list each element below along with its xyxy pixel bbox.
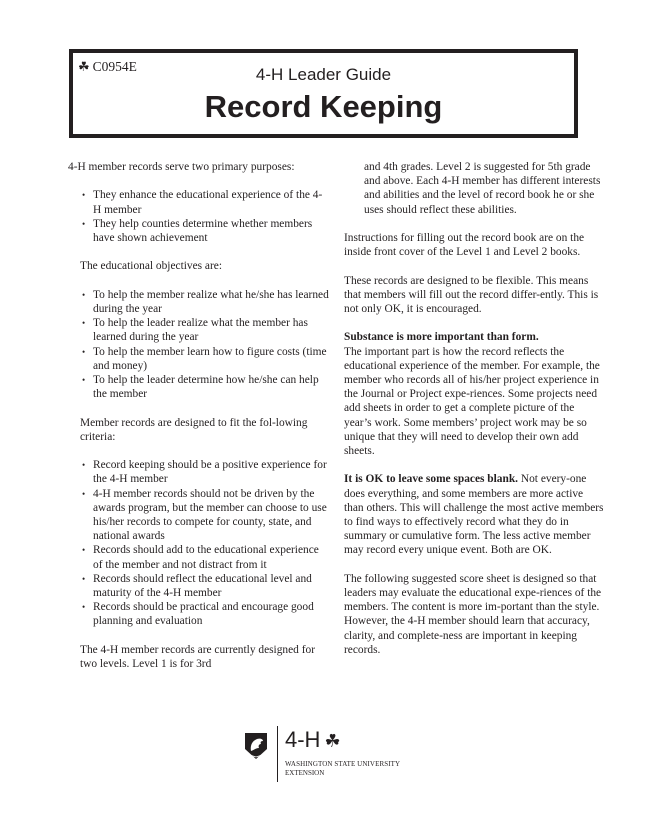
list-item: • 4-H member records should not be driven by the awards program, but the member can choose to use his/her records to compete for county, state, and national awards — [80, 487, 330, 544]
list-item: • To help the member learn how to figure costs (time and money) — [80, 345, 330, 373]
objectives-list — [80, 288, 330, 402]
brand-4h — [285, 728, 341, 753]
header-box — [69, 49, 578, 138]
criteria-intro: Member records are designed to fit the fol-lowing criteria: — [80, 416, 308, 443]
divider-line — [277, 726, 278, 782]
list-item: • Records should add to the educational experience of the member and not distract from it — [80, 543, 330, 571]
list-item: • To help the leader realize what the member has learned during the year — [80, 316, 330, 344]
substance-body: The important part is how the record reflects the educational experience of the member. For example, the member who records all of his/her project experience in the Journal or Project expe-riences. Some projects need add sheets in order to get a complete picture of the year’s work. Some members’ project work may be so unique that they will need to develop their own add sheets. — [344, 345, 600, 458]
blank-heading: It is OK to leave some spaces blank. — [344, 473, 519, 486]
list-item: • To help the leader determine how he/she can help the member — [80, 373, 330, 401]
purposes-list — [80, 188, 330, 245]
list-item: • Records should be practical and encourage good planning and evaluation — [80, 600, 330, 628]
4h-clover-icon: ☘ — [78, 59, 90, 74]
brand-text: 4-H — [285, 727, 321, 752]
substance-heading: Substance is more important than form. — [344, 331, 539, 344]
list-item: • To help the member realize what he/she has learned during the year — [80, 288, 330, 316]
left-column — [68, 160, 330, 685]
university-name: WASHINGTON STATE UNIVERSITY — [285, 760, 401, 768]
instructions-paragraph: Instructions for filling out the record book are on the inside front cover of the Level 1 and Level 2 books. — [344, 232, 585, 259]
extension-label: EXTENSION — [285, 769, 325, 777]
code-text: C0954E — [92, 59, 137, 74]
list-item: • Record keeping should be a positive experience for the 4-H member — [80, 458, 330, 486]
page-title: Record Keeping — [204, 89, 443, 124]
levels-paragraph: The 4-H member records are currently designed for two levels. Level 1 is for 3rd — [80, 643, 315, 671]
substance-paragraph — [344, 330, 604, 458]
criteria-list — [80, 458, 330, 628]
score-sheet-paragraph: The following suggested score sheet is designed so that leaders may evaluate the educational expe-riences of the members. The content is more im-portant than the style. However, the 4-H member should learn that accuracy, clarity, and complete-ness are important in keeping records. — [344, 572, 602, 656]
objectives-intro: The educational objectives are: — [80, 260, 222, 273]
intro-paragraph: 4-H member records serve two primary purposes: — [68, 161, 295, 173]
list-item: • They enhance the educational experience of the 4-H member — [80, 188, 330, 216]
footer-logo — [244, 726, 414, 784]
series-title: 4-H Leader Guide — [255, 65, 392, 84]
list-item: • They help counties determine whether members have shown achievement — [80, 217, 330, 245]
wsu-cougar-shield-icon — [244, 732, 268, 760]
blank-paragraph — [344, 472, 604, 557]
list-item: • Records should reflect the educational level and maturity of the 4-H member — [80, 572, 330, 600]
blank-body: Not every-one does everything, and some members are more active than others. This will challenge the most active members to find ways to effectively record what they do in summary or cumulative form. The less active member may record every unique event. Both are OK. — [344, 473, 604, 557]
flexible-paragraph: These records are designed to be flexible. This means that members will fill out the record differ-ently. This is not only OK, it is encouraged. — [344, 274, 599, 315]
right-column — [344, 160, 604, 671]
4h-clover-icon: ☘ — [324, 731, 341, 751]
levels-continued: and 4th grades. Level 2 is suggested for 5th grade and above. Each 4-H member has different interests and abilities and the level of record book he or she uses should reflect these abilities. — [364, 161, 601, 216]
